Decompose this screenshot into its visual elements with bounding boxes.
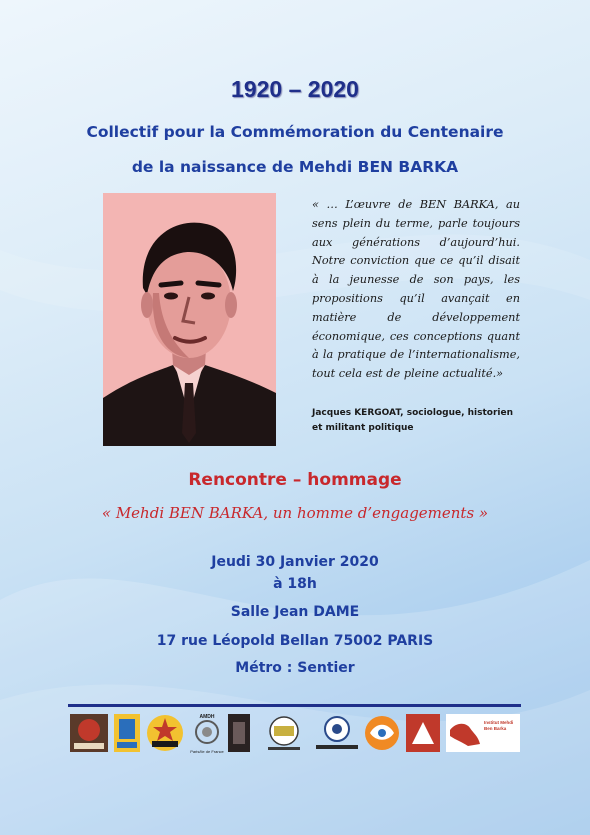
partner-logo-6: [264, 714, 304, 752]
partner-logo-5: [228, 714, 250, 752]
partner-logo-3: [146, 714, 184, 752]
organizer-line-1: Collectif pour la Commémoration du Centenaire: [86, 123, 504, 141]
event-time: à 18h: [273, 576, 317, 592]
event-title: Rencontre – hommage: [188, 470, 402, 490]
attribution-line-2: et militant politique: [312, 423, 414, 433]
partner-logo-8: [364, 714, 400, 752]
partner-logos: [68, 704, 521, 752]
quote-attribution: [312, 406, 532, 436]
amdh-logo: [188, 714, 226, 752]
partner-logo-9: [406, 714, 440, 752]
portrait-image: [103, 193, 276, 446]
event-subtitle: « Mehdi BEN BARKA, un homme d’engagements »: [101, 504, 489, 522]
event-date: Jeudi 30 Janvier 2020: [211, 554, 379, 570]
ben-barka-institute-logo: [446, 714, 520, 752]
partner-logo-7: [312, 714, 362, 752]
amdh-logo-subtitle: Paris/Ile de France: [190, 749, 224, 754]
event-metro: Métro : Sentier: [235, 660, 355, 676]
amdh-emblem-icon: [194, 720, 220, 744]
years-heading: 1920 – 2020: [231, 76, 359, 102]
partner-logo-2: [114, 714, 140, 752]
world-map-icon: [448, 716, 482, 750]
partner-logo-1: [70, 714, 108, 752]
attribution-line-1: Jacques KERGOAT, sociologue, historien: [312, 408, 514, 418]
quote-text: « … L’œuvre de BEN BARKA, au sens plein du terme, parle toujours aux générations d’aujourd’hui. Notre conviction que ce qu’il disait à la jeunesse de son pays, les propositions qu’il avançait en matière de développement économique, ces conceptions quant à la pratique de l’internationalisme, tout cela est de pleine actualité.»: [312, 198, 520, 381]
event-venue: Salle Jean DAME: [230, 604, 360, 620]
amdh-logo-label: AMDH: [199, 714, 215, 720]
organizer-line-2: de la naissance de Mehdi BEN BARKA: [131, 158, 459, 176]
ben-barka-institute-label: Institut Mehdi Ben Barka: [484, 720, 514, 731]
event-address: 17 rue Léopold Bellan 75002 PARIS: [156, 633, 434, 649]
